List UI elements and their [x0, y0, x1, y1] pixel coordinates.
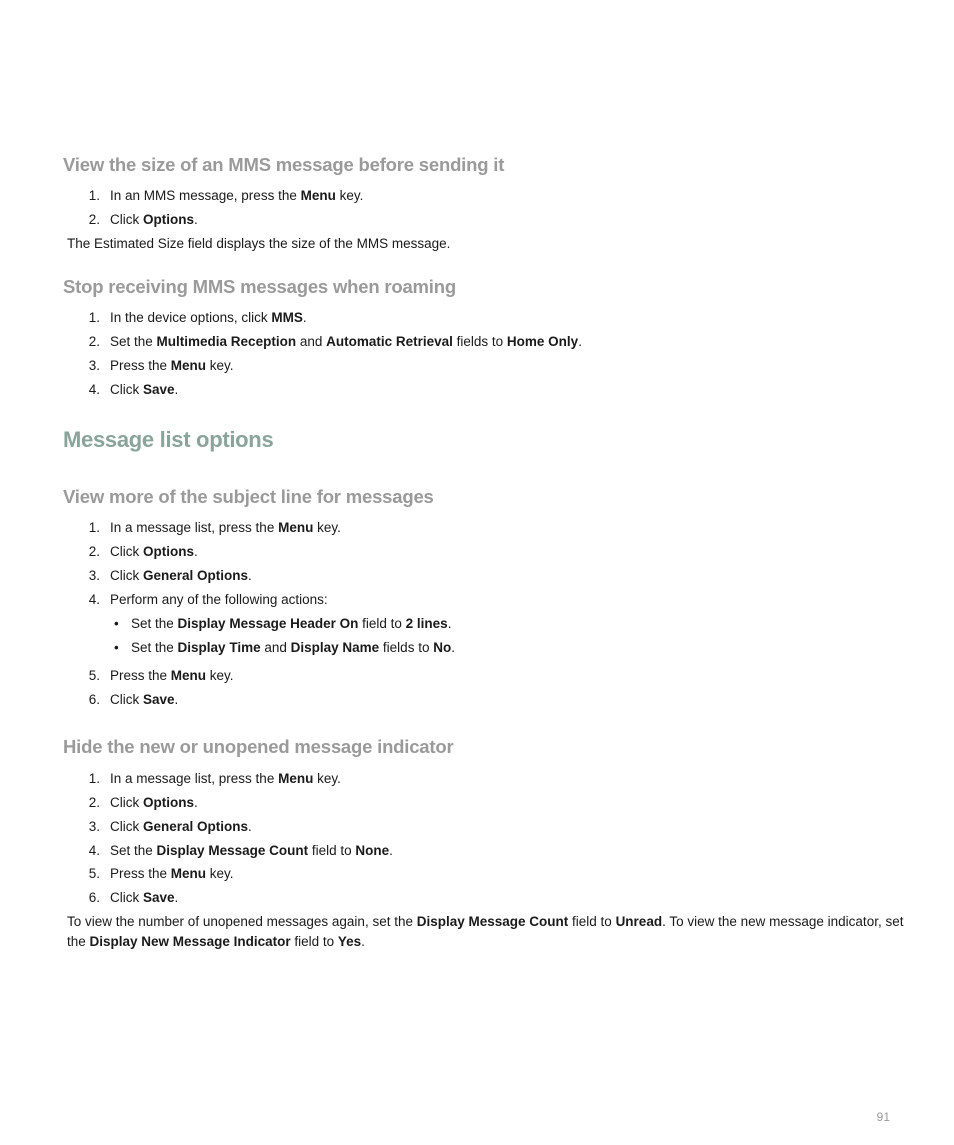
step-text: In the device options, click MMS.: [110, 310, 307, 325]
step-text: Click General Options.: [110, 819, 252, 834]
step-text: Click Save.: [110, 890, 179, 905]
result-note: To view the number of unopened messages again, set the Display Message Count field to Unread. To view the new message indicator, set the Display New Message Indicator field to Yes.: [67, 914, 904, 949]
bullet-icon: •: [114, 616, 119, 631]
step-text: Press the Menu key.: [110, 358, 234, 373]
step-text: Set the Display Message Count field to None.: [110, 843, 393, 858]
step-text: Click Save.: [110, 692, 179, 707]
step-number: 2.: [88, 544, 100, 559]
section-heading-mms-size: View the size of an MMS message before sending it: [63, 154, 505, 175]
step-number: 4.: [88, 843, 100, 858]
step-text: Set the Multimedia Reception and Automatic Retrieval fields to Home Only.: [110, 334, 582, 349]
step-number: 1.: [88, 310, 100, 325]
bullet-icon: •: [114, 640, 119, 655]
step-number: 6.: [88, 890, 100, 905]
step-text: In an MMS message, press the Menu key.: [110, 188, 364, 203]
step-number: 3.: [88, 358, 100, 373]
step-number: 5.: [88, 866, 100, 881]
step-text: Click Options.: [110, 212, 198, 227]
step-number: 4.: [88, 592, 100, 607]
step-text: Click Save.: [110, 382, 179, 397]
step-number: 2.: [88, 212, 100, 227]
step-text: Press the Menu key.: [110, 866, 234, 881]
section-heading-mms-roaming: Stop receiving MMS messages when roaming: [63, 276, 456, 297]
step-text: Click Options.: [110, 544, 198, 559]
step-number: 2.: [88, 795, 100, 810]
step-number: 1.: [88, 188, 100, 203]
step-number: 2.: [88, 334, 100, 349]
step-number: 5.: [88, 668, 100, 683]
section-heading-hide-indicator: Hide the new or unopened message indicator: [63, 736, 454, 757]
section-heading-subject-line: View more of the subject line for messages: [63, 486, 434, 507]
step-text: In a message list, press the Menu key.: [110, 520, 341, 535]
page-number: 91: [876, 1110, 890, 1124]
step-text: Press the Menu key.: [110, 668, 234, 683]
step-text: Click Options.: [110, 795, 198, 810]
step-number: 1.: [88, 771, 100, 786]
step-text: In a message list, press the Menu key.: [110, 771, 341, 786]
step-number: 1.: [88, 520, 100, 535]
bullet-text: Set the Display Time and Display Name fields to No.: [131, 640, 455, 655]
step-number: 4.: [88, 382, 100, 397]
step-text: Perform any of the following actions:: [110, 592, 328, 607]
bullet-text: Set the Display Message Header On field to 2 lines.: [131, 616, 452, 631]
step-number: 6.: [88, 692, 100, 707]
step-number: 3.: [88, 568, 100, 583]
step-text: Click General Options.: [110, 568, 252, 583]
page-title: Message list options: [63, 427, 274, 452]
result-note: The Estimated Size field displays the size of the MMS message.: [67, 236, 451, 251]
step-number: 3.: [88, 819, 100, 834]
